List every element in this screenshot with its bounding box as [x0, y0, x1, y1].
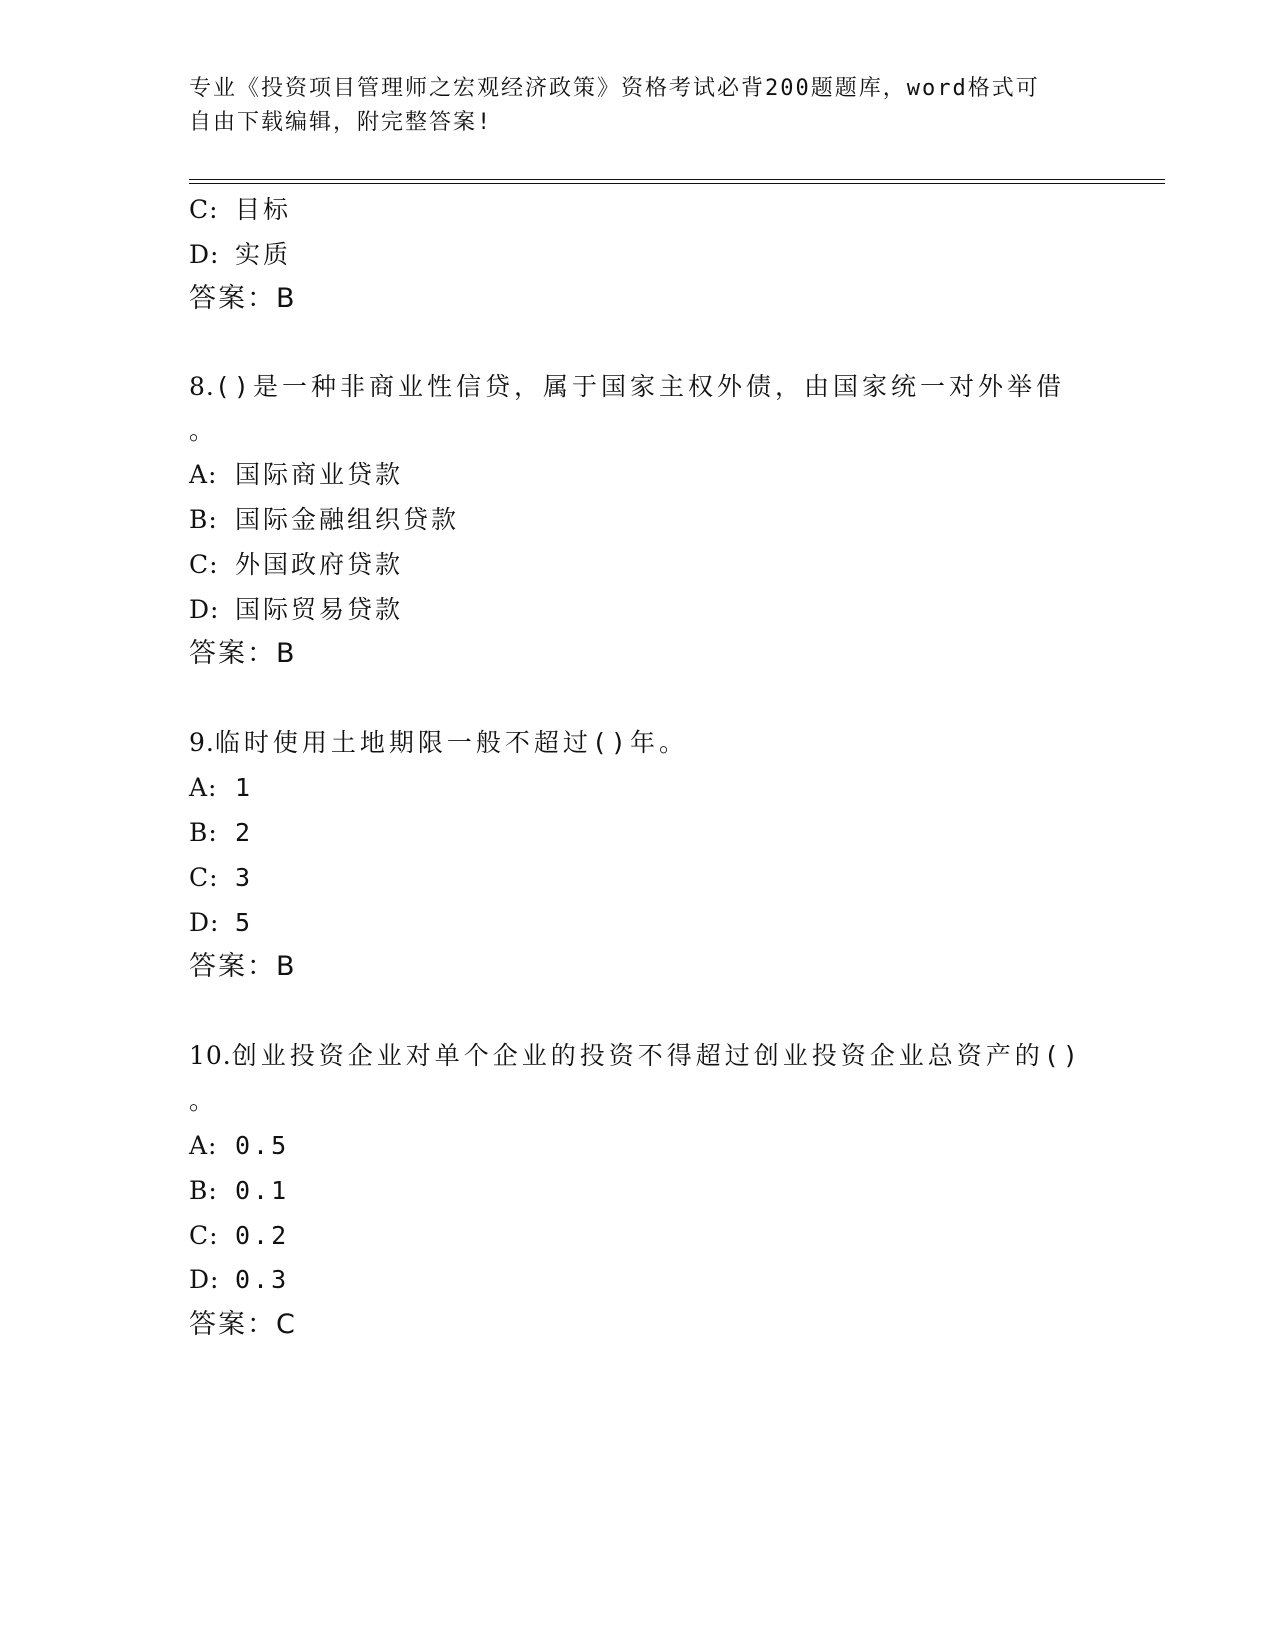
question-8-stem-continuation: 。 [189, 416, 218, 445]
question-number: 9. [189, 728, 215, 757]
option-text: 5 [235, 908, 254, 937]
answer-line: 答案：C [189, 1309, 297, 1340]
option-line [189, 238, 291, 272]
option-letter: C: [189, 863, 219, 892]
question-number: 8. [189, 372, 215, 401]
option-letter: D: [189, 908, 220, 937]
option-letter: D: [189, 595, 220, 624]
option-text: 实质 [235, 240, 292, 269]
option-letter: B: [189, 818, 218, 847]
answer-line: 答案：B [189, 638, 297, 669]
option-line [189, 458, 403, 492]
document-header [189, 72, 1069, 140]
option-letter: C: [189, 550, 219, 579]
header-line-2: 自由下载编辑，附完整答案! [189, 110, 493, 135]
option-text: 目标 [235, 195, 292, 224]
option-text: 0.5 [235, 1131, 290, 1160]
option-line [189, 1219, 289, 1253]
option-letter: A: [189, 1131, 218, 1160]
option-text: 2 [235, 818, 254, 847]
question-10-stem [189, 1039, 1082, 1073]
option-letter: A: [189, 773, 218, 802]
header-line-1: 专业《投资项目管理师之宏观经济政策》资格考试必背200题题库，word格式可 [189, 76, 1040, 101]
question-text: ()是一种非商业性信贷，属于国家主权外债，由国家统一对外举借 [214, 372, 1065, 401]
option-letter: D: [189, 240, 220, 269]
option-letter: B: [189, 1176, 218, 1205]
option-line [189, 503, 459, 537]
option-letter: D: [189, 1265, 220, 1294]
option-text: 0.2 [235, 1221, 290, 1250]
option-text: 1 [235, 773, 254, 802]
option-text: 0.1 [235, 1176, 290, 1205]
answer-line: 答案：B [189, 283, 297, 314]
option-text: 国际商业贷款 [235, 460, 404, 489]
option-letter: A: [189, 460, 218, 489]
option-line [189, 816, 253, 850]
question-text: 临时使用土地期限一般不超过()年。 [214, 728, 688, 757]
answer-line: 答案：B [189, 951, 297, 982]
question-10-stem-continuation: 。 [189, 1086, 218, 1115]
option-letter: C: [189, 1221, 219, 1250]
option-line [189, 906, 253, 940]
option-text: 外国政府贷款 [235, 550, 404, 579]
question-8-stem [189, 370, 1065, 404]
option-letter: C: [189, 195, 219, 224]
question-number: 10. [189, 1041, 232, 1070]
option-line [189, 1174, 289, 1208]
option-text: 国际金融组织贷款 [235, 505, 460, 534]
option-line [189, 548, 403, 582]
option-text: 3 [235, 863, 254, 892]
option-line [189, 1129, 289, 1163]
header-divider-bottom [189, 183, 1165, 184]
option-letter: B: [189, 505, 218, 534]
question-text: 创业投资企业对单个企业的投资不得超过创业投资企业总资产的() [231, 1041, 1082, 1070]
header-divider-top [189, 179, 1165, 180]
option-line [189, 593, 403, 627]
option-text: 国际贸易贷款 [235, 595, 404, 624]
option-line [189, 861, 253, 895]
option-line [189, 1263, 289, 1297]
option-line [189, 193, 291, 227]
question-9-stem [189, 726, 688, 760]
option-text: 0.3 [235, 1265, 290, 1294]
option-line [189, 771, 253, 805]
